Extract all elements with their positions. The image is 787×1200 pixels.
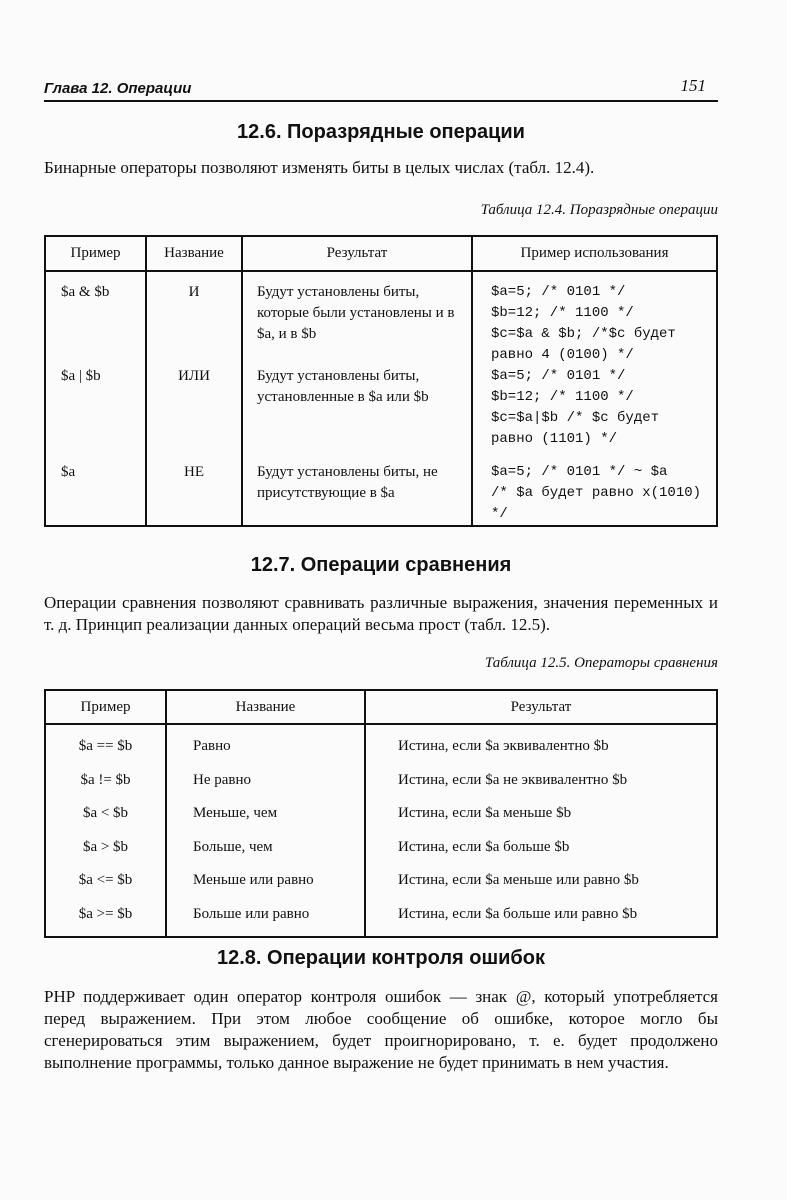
table-row xyxy=(45,462,717,526)
cell-name: ИЛИ xyxy=(146,366,242,462)
code-line: равно (1101) */ xyxy=(491,431,618,447)
table-header-row xyxy=(45,236,717,271)
code-line: $c=$a|$b /* $c будет xyxy=(491,410,660,426)
cell-example: $a & $b xyxy=(45,271,146,366)
code-line: $b=12; /* 1100 */ xyxy=(491,305,634,321)
cell-result: Истина, если $a меньше $b xyxy=(365,797,717,831)
cell-example: $a <= $b xyxy=(45,864,166,898)
table-caption-12-5: Таблица 12.5. Операторы сравнения xyxy=(484,655,718,671)
section-intro-bitwise: Бинарные операторы позволяют изменять биты в целых числах (табл. 12.4). xyxy=(44,158,595,177)
column-header: Результат xyxy=(365,690,717,724)
chapter-title: Глава 12. Операции xyxy=(44,80,192,97)
cell-name: Меньше, чем xyxy=(166,797,365,831)
code-line: $b=12; /* 1100 */ xyxy=(491,389,634,405)
cell-example: $a | $b xyxy=(45,366,146,462)
bitwise-table xyxy=(44,235,718,527)
section-title-error-control: 12.8. Операции контроля ошибок xyxy=(216,947,546,969)
table-row xyxy=(45,797,717,831)
cell-name: Больше или равно xyxy=(166,898,365,938)
cell-result: Истина, если $a меньше или равно $b xyxy=(365,864,717,898)
table-row xyxy=(45,724,717,764)
code-line: /* $a будет равно x(1010) */ xyxy=(491,485,702,522)
cell-usage xyxy=(472,366,717,462)
cell-result: Истина, если $a больше $b xyxy=(365,831,717,865)
column-header: Пример xyxy=(45,236,146,271)
table-row xyxy=(45,271,717,366)
code-line: $a=5; /* 0101 */ ~ $a xyxy=(491,464,668,480)
cell-example: $a < $b xyxy=(45,797,166,831)
cell-result: Истина, если $a больше или равно $b xyxy=(365,898,717,938)
section-title-bitwise: 12.6. Поразрядные операции xyxy=(237,121,525,143)
cell-name: НЕ xyxy=(146,462,242,526)
cell-usage xyxy=(472,462,717,526)
cell-usage xyxy=(472,271,717,366)
comparison-table xyxy=(44,689,718,938)
table-row xyxy=(45,864,717,898)
page-header xyxy=(44,76,718,102)
column-header: Название xyxy=(166,690,365,724)
section-body-error-control: PHP поддерживает один оператор контроля ошибок — знак @, который употребляется перед выражением. При этом любое сообщение об ошибке, которое могло бы сгенерироваться этим выражением, будет проигнорировано, т. е. будет продолжено выполнение программы, только данное выражение не будет принимать в нем участия. xyxy=(44,987,718,1072)
cell-example: $a != $b xyxy=(45,764,166,798)
cell-name: Больше, чем xyxy=(166,831,365,865)
cell-result: Истина, если $a не эквивалентно $b xyxy=(365,764,717,798)
table-caption-12-4: Таблица 12.4. Поразрядные операции xyxy=(480,202,718,218)
cell-name: Меньше или равно xyxy=(166,864,365,898)
cell-result: Будут установлены биты, установленные в $a или $b xyxy=(242,366,472,462)
code-line: $a=5; /* 0101 */ xyxy=(491,284,626,300)
column-header: Результат xyxy=(242,236,472,271)
column-header: Название xyxy=(146,236,242,271)
cell-name: И xyxy=(146,271,242,366)
column-header: Пример использования xyxy=(472,236,717,271)
code-line: $c=$a & $b; /*$c будет xyxy=(491,326,676,342)
table-row xyxy=(45,764,717,798)
cell-example: $a > $b xyxy=(45,831,166,865)
code-line: равно 4 (0100) */ xyxy=(491,347,634,363)
code-line: $a=5; /* 0101 */ xyxy=(491,368,626,384)
cell-example: $a == $b xyxy=(45,724,166,764)
table-row xyxy=(45,366,717,462)
page-number: 151 xyxy=(680,76,706,95)
cell-name: Равно xyxy=(166,724,365,764)
cell-name: Не равно xyxy=(166,764,365,798)
section-title-comparison: 12.7. Операции сравнения xyxy=(250,554,512,576)
table-row xyxy=(45,831,717,865)
cell-result: Будут установлены биты, не присутствующие в $a xyxy=(242,462,472,526)
column-header: Пример xyxy=(45,690,166,724)
cell-example: $a >= $b xyxy=(45,898,166,938)
table-header-row xyxy=(45,690,717,724)
cell-result: Истина, если $a эквивалентно $b xyxy=(365,724,717,764)
cell-example: $a xyxy=(45,462,146,526)
table-row xyxy=(45,898,717,938)
section-intro-comparison: Операции сравнения позволяют сравнивать различные выражения, значения переменных и т. д. Принцип реализации данных операций весьма прост (табл. 12.5). xyxy=(44,593,718,634)
cell-result: Будут установлены биты, которые были установлены и в $a, и в $b xyxy=(242,271,472,366)
